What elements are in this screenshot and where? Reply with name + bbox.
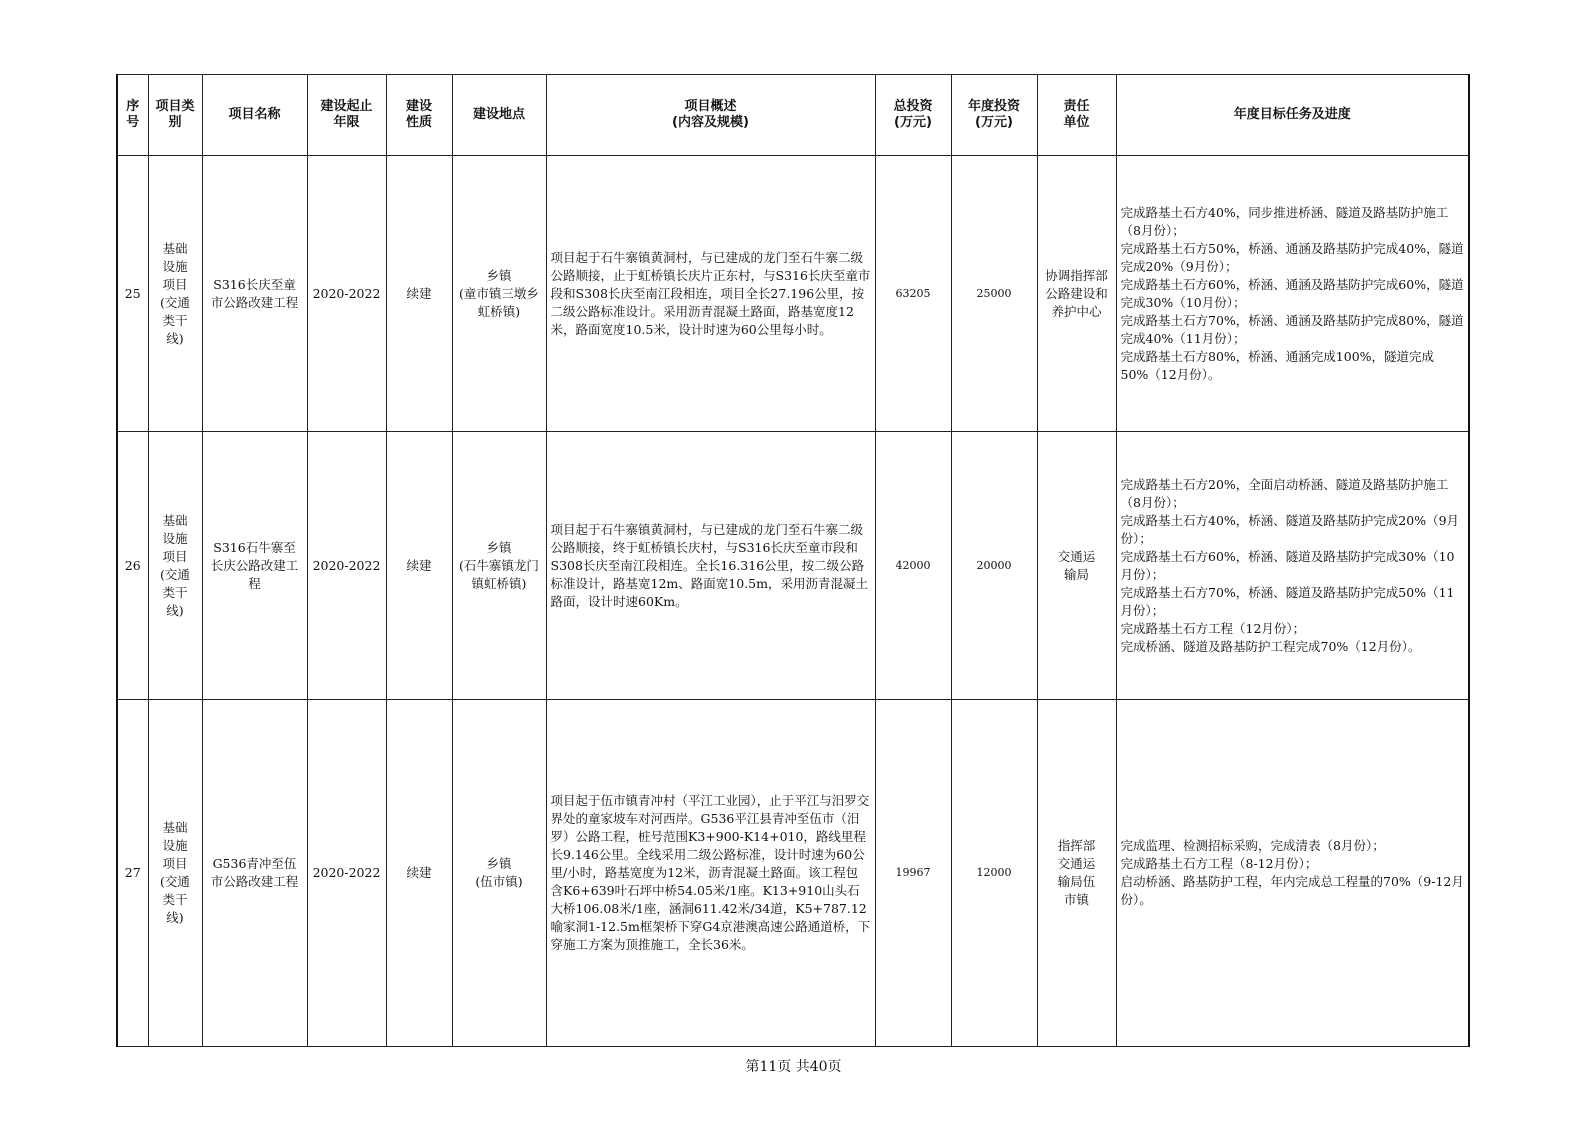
header-row: [117, 75, 1469, 156]
progress-item: 完成路基土石方工程（12月份）；: [1120, 620, 1306, 636]
progress-item: 完成路基土石方60%，桥涵、通涵及路基防护完成60%，隧道完成30%（10月份）；: [1120, 276, 1464, 310]
cell-project-name: S316长庆至童市公路改建工程: [202, 156, 307, 432]
header-description: 项目概述 (内容及规模): [546, 75, 875, 156]
header-category: 项目类别: [148, 75, 202, 156]
header-seq: 序号: [117, 75, 148, 156]
progress-item: 完成监理、检测招标采购，完成清表（8月份）；: [1120, 838, 1385, 853]
progress-item: 完成路基土石方20%，全面启动桥涵、隧道及路基防护施工（8月份）；: [1120, 476, 1449, 510]
cell-responsible-unit: 指挥部交通运输局伍市镇: [1037, 700, 1116, 1047]
header-responsible-unit: 责任单位: [1037, 75, 1116, 156]
cell-seq: 27: [117, 700, 148, 1047]
cell-location: 乡镇 (石牛寨镇龙门镇虹桥镇): [452, 432, 546, 700]
cell-project-name: G536青冲至伍市公路改建工程: [202, 700, 307, 1047]
progress-item: 完成路基土石方80%，桥涵、通涵完成100%，隧道完成50%（12月份）。: [1120, 348, 1435, 382]
header-period: 建设起止年限: [307, 75, 386, 156]
progress-item: 启动桥涵、路基防护工程，年内完成总工程量的70%（9-12月份）。: [1120, 874, 1464, 907]
cell-total-investment: 19967: [875, 700, 951, 1047]
cell-location: 乡镇 (童市镇三墩乡虹桥镇): [452, 156, 546, 432]
cell-seq: 26: [117, 432, 148, 700]
cell-category: 基础设施项目(交通类干线): [148, 432, 202, 700]
progress-item: 完成路基土石方70%，桥涵、通涵及路基防护完成80%，隧道完成40%（11月份）；: [1120, 312, 1464, 346]
table-row: [117, 700, 1469, 1047]
table-row: [117, 156, 1469, 432]
cell-category: 基础设施项目(交通类干线): [148, 156, 202, 432]
cell-annual-investment: 12000: [951, 700, 1037, 1047]
progress-item: 完成路基土石方60%，桥涵、隧道及路基防护完成30%（10月份）；: [1120, 548, 1455, 582]
progress-item: 完成路基土石方50%，桥涵、通涵及路基防护完成40%，隧道完成20%（9月份）；: [1120, 240, 1464, 274]
table-row: [117, 432, 1469, 700]
cell-location: 乡镇 (伍市镇): [452, 700, 546, 1047]
page-number: 第11页 共40页: [745, 1059, 842, 1075]
cell-progress: [1116, 156, 1469, 432]
progress-item: 完成路基土石方70%，桥涵、隧道及路基防护完成50%（11月份）；: [1120, 584, 1455, 618]
cell-annual-investment: 25000: [951, 156, 1037, 432]
header-annual-investment: 年度投资 (万元): [951, 75, 1037, 156]
cell-period: 2020-2022: [307, 432, 386, 700]
cell-annual-investment: 20000: [951, 432, 1037, 700]
cell-period: 2020-2022: [307, 700, 386, 1047]
cell-responsible-unit: 交通运输局: [1037, 432, 1116, 700]
cell-progress: [1116, 700, 1469, 1047]
progress-item: 完成桥涵、隧道及路基防护工程完成70%（12月份）。: [1120, 638, 1421, 654]
cell-description: 项目起于石牛寨镇黄洞村，与已建成的龙门至石牛寨二级公路顺接，止于虹桥镇长庆片正东村，与S316长庆至童市段和S308长庆至南江段相连，项目全长27.196公里，按二级公路标准设计。采用沥青混凝土路面，路基宽度12米，路面宽度10.5米，设计时速为60公里每小时。: [546, 156, 875, 432]
cell-nature: 续建: [386, 700, 452, 1047]
progress-item: 完成路基土石方40%，桥涵、隧道及路基防护完成20%（9月份）；: [1120, 512, 1460, 546]
cell-project-name: S316石牛寨至长庆公路改建工程: [202, 432, 307, 700]
progress-item: 完成路基土石方40%，同步推进桥涵、隧道及路基防护施工（8月份）；: [1120, 204, 1449, 238]
cell-description: 项目起于伍市镇青冲村（平江工业园），止于平江与汨罗交界处的童家坡车对河西岸。G536平江县青冲至伍市（汨罗）公路工程，桩号范围K3+900-K14+010，路线里程长9.146公里。全线采用二级公路标准，设计时速为60公里/小时，路基宽度为12米，沥青混凝土路面。该工程包含K6+639叶石坪中桥54.05米/1座。K13+910山头石大桥106.08米/1座，涵洞611.42米/34道，K5+787.12喻家洞1-12.5m框架桥下穿G4京港澳高速公路通道桥，下穿施工方案为顶推施工，全长36米。: [546, 700, 875, 1047]
cell-period: 2020-2022: [307, 156, 386, 432]
progress-item: 完成路基土石方工程（8-12月份）；: [1120, 856, 1318, 871]
cell-category: 基础设施项目(交通类干线): [148, 700, 202, 1047]
cell-description: 项目起于石牛寨镇黄洞村，与已建成的龙门至石牛寨二级公路顺接，终于虹桥镇长庆村，与S316长庆至童市段和S308长庆至南江段相连。全长16.316公里，按二级公路标准设计，路基宽12m、路面宽10.5m，采用沥青混凝土路面，设计时速60Km。: [546, 432, 875, 700]
cell-nature: 续建: [386, 432, 452, 700]
cell-total-investment: 42000: [875, 432, 951, 700]
cell-responsible-unit: 协调指挥部公路建设和养护中心: [1037, 156, 1116, 432]
header-progress: 年度目标任务及进度: [1116, 75, 1469, 156]
projects-table: [116, 74, 1470, 1047]
cell-seq: 25: [117, 156, 148, 432]
cell-total-investment: 63205: [875, 156, 951, 432]
header-total-investment: 总投资 (万元): [875, 75, 951, 156]
cell-nature: 续建: [386, 156, 452, 432]
header-location: 建设地点: [452, 75, 546, 156]
cell-progress: [1116, 432, 1469, 700]
header-name: 项目名称: [202, 75, 307, 156]
header-nature: 建设性质: [386, 75, 452, 156]
